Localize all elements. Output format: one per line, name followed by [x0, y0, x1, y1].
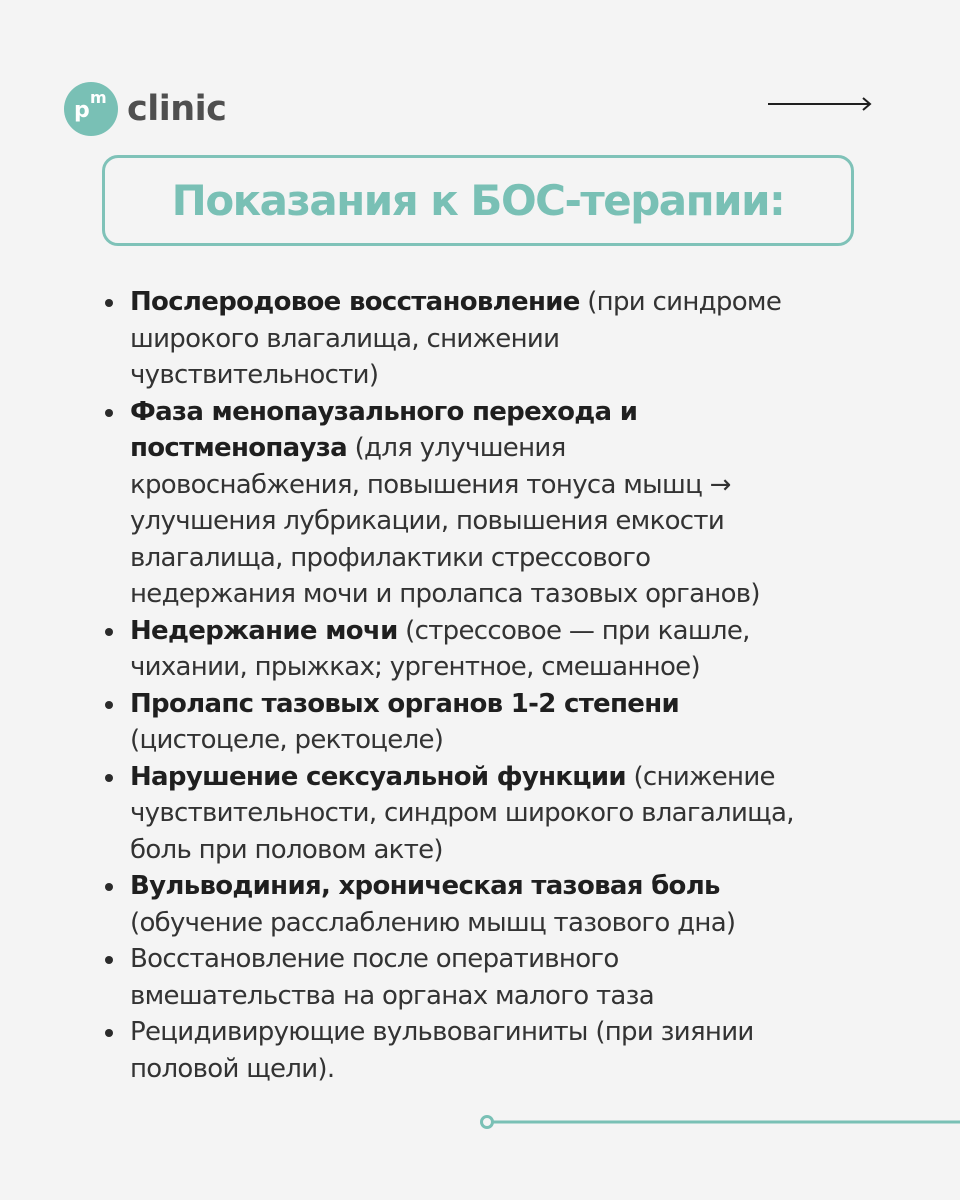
indication-text: улучшения лубрикации, повышения емкости: [130, 506, 725, 536]
indication-line: [130, 284, 890, 321]
indication-item: [130, 686, 890, 759]
indication-line: [130, 357, 890, 394]
indication-line: [130, 430, 890, 467]
indication-text: Восстановление после оперативного: [130, 944, 619, 974]
indication-text: чувствительности): [130, 360, 379, 390]
indication-text: (обучение расслаблению мышц тазового дна): [130, 907, 736, 938]
indication-line: [130, 905, 890, 942]
indication-item: [130, 1014, 890, 1087]
indication-line: [130, 1051, 890, 1088]
indication-text: чувствительности, синдром широкого влагалища,: [130, 798, 794, 828]
indication-text: широкого влагалища, снижении: [130, 323, 560, 354]
indications-list: [130, 284, 890, 1087]
indication-item: [130, 284, 890, 394]
indication-line: [130, 576, 890, 613]
indication-line: [130, 467, 890, 504]
indication-item: [130, 613, 890, 686]
indication-bold-text: Фаза менопаузального перехода и: [130, 396, 638, 427]
title-box: [102, 155, 854, 246]
indication-line: [130, 978, 890, 1015]
indication-bold-text: постменопауза: [130, 433, 348, 463]
indication-line: [130, 394, 890, 431]
indication-text: влагалища, профилактики стрессового: [130, 542, 651, 573]
bullet-icon: [105, 1029, 113, 1037]
indication-text: половой щели).: [130, 1053, 335, 1084]
indication-line: [130, 503, 890, 540]
indication-line: [130, 722, 890, 759]
indication-line: [130, 540, 890, 577]
indication-line: [130, 649, 890, 686]
logo-badge-p: p: [74, 98, 90, 123]
indication-item: [130, 394, 890, 613]
indication-line: [130, 759, 890, 796]
indication-bold-text: Недержание мочи: [130, 615, 398, 646]
bullet-icon: [105, 299, 113, 307]
indication-text: чихании, прыжках; ургентное, смешанное): [130, 652, 700, 682]
bullet-icon: [105, 774, 113, 782]
indication-item: [130, 759, 890, 869]
clinic-logo: [64, 82, 226, 136]
logo-badge: [64, 82, 118, 136]
indication-line: [130, 832, 890, 869]
indication-text: вмешательства на органах малого таза: [130, 980, 655, 1011]
logo-badge-m: m: [90, 88, 107, 107]
indication-text: (при синдроме: [579, 287, 782, 317]
indication-line: [130, 613, 890, 650]
indication-line: [130, 941, 890, 978]
logo-name: clinic: [127, 88, 227, 129]
indication-line: [130, 686, 890, 723]
indication-line: [130, 795, 890, 832]
indication-line: [130, 1014, 890, 1051]
bullet-icon: [105, 628, 113, 636]
bullet-icon: [105, 956, 113, 964]
indication-item: [130, 868, 890, 941]
indication-bold-text: Вульводиния, хроническая тазовая боль: [130, 871, 720, 901]
indication-text: (снижение: [625, 761, 775, 792]
page-title: Показания к БОС-терапии:: [171, 176, 785, 225]
next-arrow-icon[interactable]: [768, 96, 874, 112]
indication-line: [130, 868, 890, 905]
bullet-icon: [105, 409, 113, 417]
indication-bold-text: Нарушение сексуальной функции: [130, 761, 626, 792]
indication-bold-text: Пролапс тазовых органов 1-2 степени: [130, 688, 679, 719]
indication-line: [130, 321, 890, 358]
indication-text: Рецидивирующие вульвовагиниты (при зиянии: [130, 1017, 754, 1047]
indication-text: недержания мочи и пролапса тазовых органов): [130, 579, 760, 609]
indication-item: [130, 941, 890, 1014]
bullet-icon: [105, 883, 113, 891]
indication-bold-text: Послеродовое восстановление: [130, 287, 580, 317]
indication-text: (цистоцеле, ректоцеле): [130, 725, 444, 755]
indication-text: (стрессовое — при кашле,: [397, 615, 750, 646]
bullet-icon: [105, 701, 113, 709]
indication-text: боль при половом акте): [130, 834, 443, 865]
indication-text: (для улучшения: [347, 433, 566, 463]
decorative-line: [478, 1113, 960, 1131]
indication-text: кровоснабжения, повышения тонуса мышц →: [130, 469, 731, 500]
